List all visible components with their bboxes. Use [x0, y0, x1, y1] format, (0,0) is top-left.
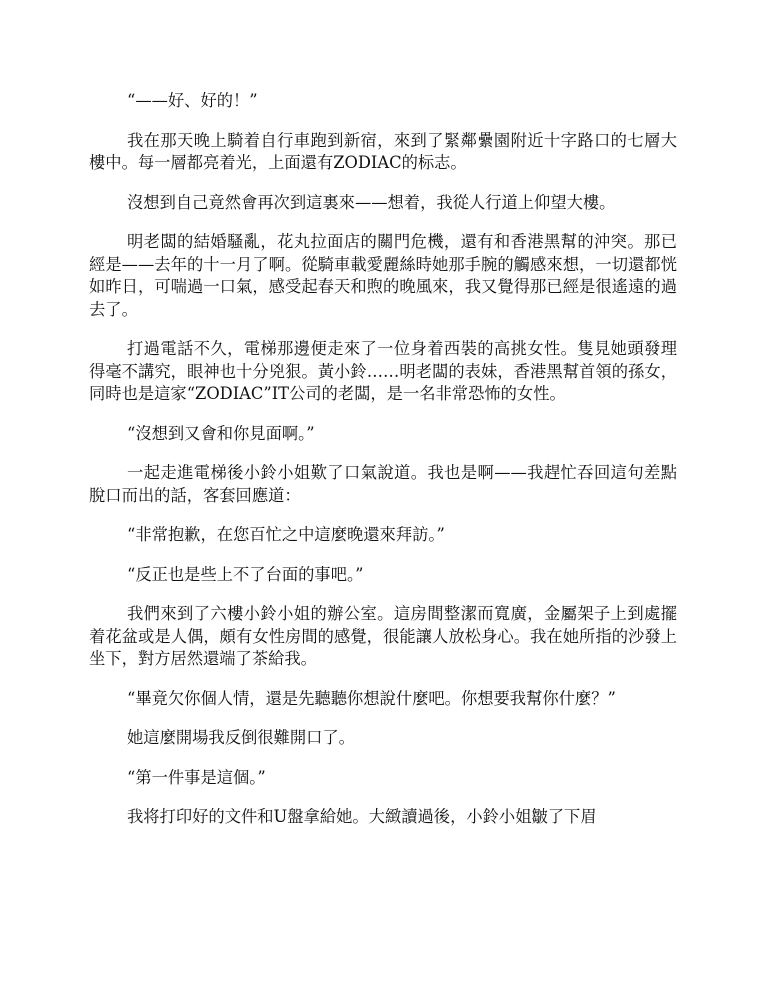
paragraph: 我将打印好的文件和U盤拿給她。大緻讀過後，小鈴小姐皺了下眉	[127, 807, 597, 826]
paragraph: 打過電話不久，電梯那邊便走來了一位身着西裝的高挑女性。隻見她頭發理得毫不講究，眼神也十分兇狠。黃小鈴……明老闆的表妹，香港黑幫首領的孫女，同時也是這家“ZODIAC”IT公司的老闆，是一名非常恐怖的女性。	[89, 339, 677, 403]
paragraph: “非常抱歉，在您百忙之中這麼晚還來拜訪。”	[127, 525, 445, 544]
paragraph: 一起走進電梯後小鈴小姐歎了口氣說道。我也是啊——我趕忙吞回這句差點脫口而出的話，客套回應道：	[89, 463, 677, 505]
paragraph: “反正也是些上不了台面的事吧。”	[127, 564, 364, 584]
paragraph: “沒想到又會和你見面啊。”	[127, 423, 315, 443]
paragraph: “第一件事是這個。”	[127, 767, 266, 787]
paragraph: 她這麼開場我反倒很難開口了。	[127, 728, 355, 747]
paragraph: 明老闆的結婚騷亂，花丸拉面店的關門危機，還有和香港黑幫的沖突。那已經是——去年的十一月了啊。從騎車載愛麗絲時她那手腕的觸感來想，一切還都恍如昨日，可喘過一口氣，感受起春天和煦的晚風來，我又覺得那已經是很遙遠的過去了。	[89, 232, 677, 319]
paragraph: 我在那天晚上騎着自行車跑到新宿，來到了緊鄰纍園附近十字路口的七層大樓中。每一層都亮着光，上面還有ZODIAC的标志。	[89, 130, 677, 172]
paragraph: 沒想到自己竟然會再次到這裏來——想着，我從人行道上仰望大樓。	[127, 192, 616, 212]
paragraph: “——好、好的！”	[127, 91, 258, 110]
document-body	[89, 90, 677, 846]
paragraph: “畢竟欠你個人情，還是先聽聽你想說什麼吧。你想要我幫你什麼？”	[127, 688, 616, 708]
paragraph: 我們來到了六樓小鈴小姐的辦公室。這房間整潔而寬廣，金屬架子上到處擺着花盆或是人偶，頗有女性房間的感覺，很能讓人放松身心。我在她所指的沙發上坐下，對方居然還端了茶給我。	[89, 604, 677, 668]
